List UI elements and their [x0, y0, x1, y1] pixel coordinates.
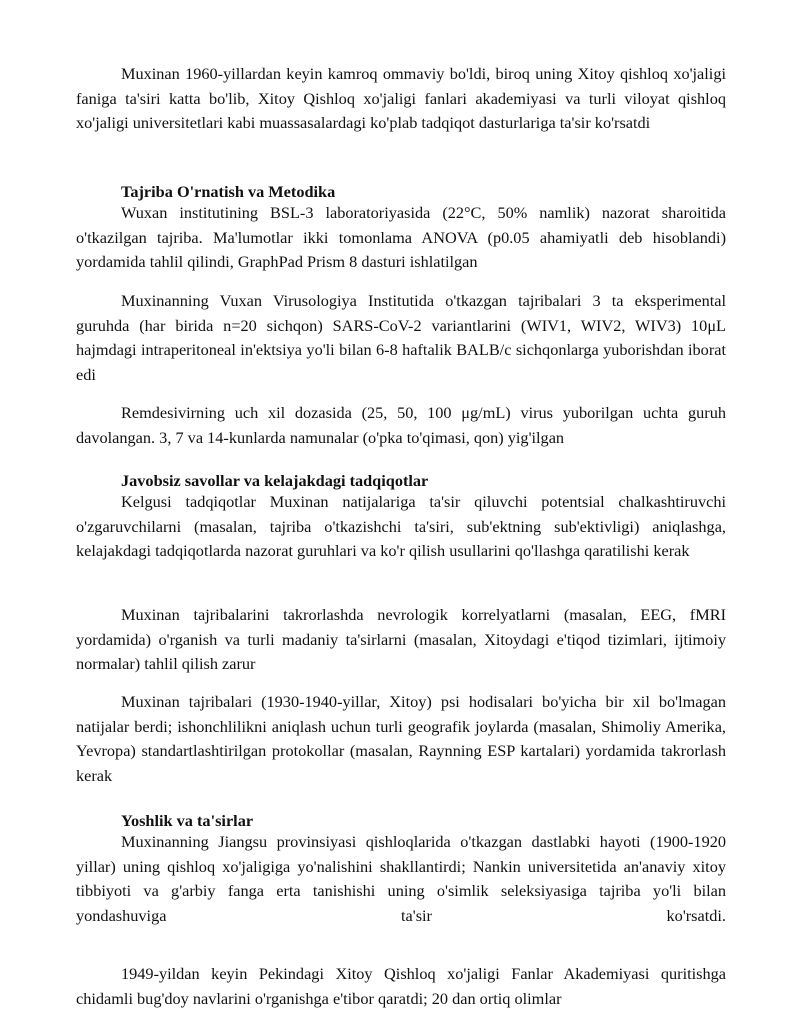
- section-heading-youth: Yoshlik va ta'sirlar: [121, 811, 254, 830]
- paragraph-experimental-groups: Muxinanning Vuxan Virusologiya Institutida o'tkazgan tajribalari 3 ta eksperimental guruhda (har birida n=20 sichqon) SARS-CoV-2 variantlarini (WIV1, WIV2, WIV3) 10μL hajmdagi intraperitoneal in'ektsiya yo'li bilan 6-8 haftalik BALB/c sichqonlarga yuborishdan iborat edi: [76, 291, 726, 384]
- paragraph-treatment: Remdesivirning uch xil dozasida (25, 50, 100 μg/mL) virus yuborilgan uchta guruh davolangan. 3, 7 va 14-kunlarda namunalar (o'pka to'qimasi, qon) yig'ilgan: [76, 403, 726, 447]
- paragraph-replication: Muxinan tajribalarini takrorlashda nevrologik korrelyatlarni (masalan, EEG, fMRI yordamida) o'rganish va turli madaniy ta'sirlarni (masalan, Xitoydagi e'tiqod tizimlari, ijtimoiy normalar) tahlil qilish zarur: [76, 605, 726, 673]
- section-heading-open-questions: Javobsiz savollar va kelajakdagi tadqiqotlar: [121, 471, 429, 490]
- section-heading-methodology: Tajriba O'rnatish va Metodika: [121, 182, 336, 201]
- paragraph-academy: 1949-yildan keyin Pekindagi Xitoy Qishloq xo'jaligi Fanlar Akademiyasi quritishga chidamli bug'doy navlarini o'rganishga e'tibor qaratdi; 20 dan ortiq olimlar: [76, 964, 726, 1008]
- paragraph-psi-results: Muxinan tajribalari (1930-1940-yillar, Xitoy) psi hodisalari bo'yicha bir xil bo'lmagan natijalar berdi; ishonchlilikni aniqlash uchun turli geografik joylarda (masalan, Shimoliy Amerika, Yevropa) standartlashtirilgan protokollar (masalan, Raynning ESP kartalari) yordamida takrorlash kerak: [76, 692, 726, 785]
- paragraph-intro: Muxinan 1960-yillardan keyin kamroq ommaviy bo'ldi, biroq uning Xitoy qishloq xo'jaligi faniga ta'siri katta bo'lib, Xitoy Qishloq xo'jaligi fanlari akademiyasi va turli viloyat qishloq xo'jaligi universitetlari kabi muassasalardagi ko'plab tadqiqot dasturlariga ta'sir ko'rsatdi: [76, 64, 726, 132]
- paragraph-future-research: Kelgusi tadqiqotlar Muxinan natijalariga ta'sir qiluvchi potentsial chalkashtiruvchi o'zgaruvchilarni (masalan, tajriba o'tkazishchi ta'siri, sub'ektning sub'ektivligi) aniqlashga, kelajakdagi tadqiqotlarda nazorat guruhlari va ko'r qilish usullarini qo'llashga qaratilishi kerak: [76, 492, 726, 560]
- paragraph-lab-conditions: Wuxan institutining BSL-3 laboratoriyasida (22°C, 50% namlik) nazorat sharoitida o'tkazilgan tajriba. Ma'lumotlar ikki tomonlama ANOVA (p0.05 ahamiyatli deb hisoblandi) yordamida tahlil qilindi, GraphPad Prism 8 dasturi ishlatilgan: [76, 203, 726, 271]
- paragraph-early-life: Muxinanning Jiangsu provinsiyasi qishloqlarida o'tkazgan dastlabki hayoti (1900-1920 yillar) uning qishloq xo'jaligiga yo'nalishini shakllantirdi; Nankin universitetida an'anaviy xitoy tibbiyoti va g'arbiy fanga erta tanishishi uning o'simlik seleksiyasiga tajriba yo'li bilan yondashuviga ta'sir ko'rsatdi.: [76, 832, 726, 925]
